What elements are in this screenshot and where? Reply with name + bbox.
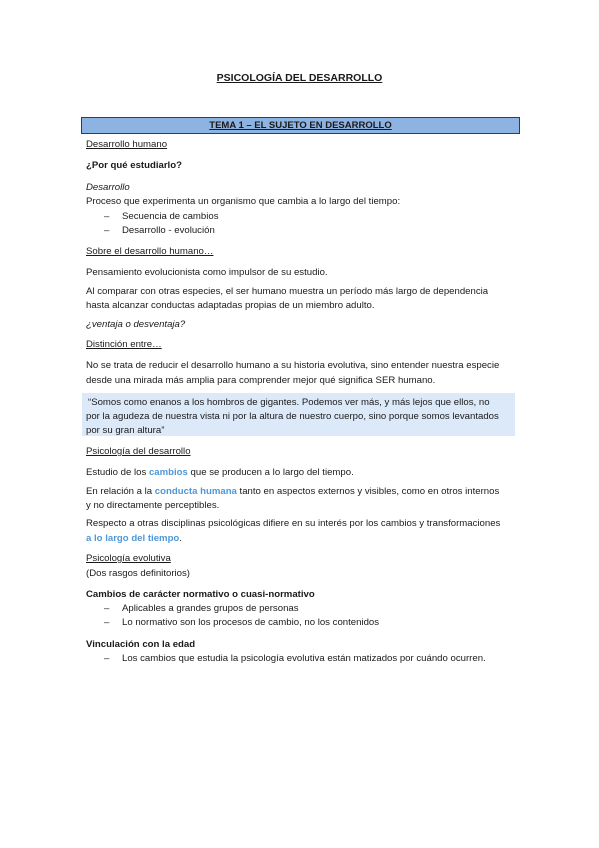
paragraph-line: y no directamente perceptibles. xyxy=(86,500,220,511)
italic-question: ¿ventaja o desventaja? xyxy=(86,319,186,330)
dash-bullet: – xyxy=(104,653,110,664)
subheading-edad: Vinculación con la edad xyxy=(86,639,196,650)
dash-bullet: – xyxy=(104,211,110,222)
subheading-desarrollo: Desarrollo xyxy=(86,182,130,193)
list-item: – Secuencia de cambios xyxy=(104,211,219,222)
quote-line: por la agudeza de nuestra vista ni por la altura de nuestro cuerpo, sino porque somos levantados xyxy=(86,411,499,422)
heading-psicologia-evolutiva: Psicología evolutiva xyxy=(86,553,171,564)
tema-header: TEMA 1 – EL SUJETO EN DESARROLLO xyxy=(209,120,392,131)
list-item: – Los cambios que estudia la psicología evolutiva están matizados por cuándo ocurren. xyxy=(104,653,486,664)
list-item: – Lo normativo son los procesos de cambio, no los contenidos xyxy=(104,617,380,628)
paragraph: Estudio de los cambios que se producen a lo largo del tiempo. xyxy=(86,467,354,478)
highlight-conducta: conducta humana xyxy=(154,486,237,497)
paragraph: Pensamiento evolucionista como impulsor de su estudio. xyxy=(86,267,328,278)
paragraph-line: hasta alcanzar conductas adaptadas propias de un miembro adulto. xyxy=(86,300,375,311)
heading-distincion: Distinción entre… xyxy=(86,339,162,350)
highlight-cambios: cambios xyxy=(148,467,188,478)
paragraph-line: a lo largo del tiempo. xyxy=(86,533,182,544)
document-title: PSICOLOGÍA DEL DESARROLLO xyxy=(216,72,383,84)
dash-bullet: – xyxy=(104,225,110,236)
paragraph-line: desde una mirada más amplia para comprender mejor qué significa SER humano. xyxy=(86,375,436,386)
quote-line: “Somos como enanos a los hombros de gigantes. Podemos ver más, y más lejos que ellos, no xyxy=(88,397,490,408)
heading-desarrollo-humano: Desarrollo humano xyxy=(86,139,168,150)
quote-line: por su gran altura” xyxy=(86,425,165,436)
heading-sobre-desarrollo: Sobre el desarrollo humano… xyxy=(86,246,214,257)
note-text: (Dos rasgos definitorios) xyxy=(86,568,190,579)
question-por-que: ¿Por qué estudiarlo? xyxy=(86,160,182,171)
paragraph-line: En relación a la conducta humana tanto en aspectos externos y visibles, como en otros internos xyxy=(86,486,500,497)
paragraph-line: No se trata de reducir el desarrollo humano a su historia evolutiva, sino entender nuestra especie xyxy=(86,360,500,371)
heading-psicologia-desarrollo: Psicología del desarrollo xyxy=(86,446,191,457)
paragraph-line: Al comparar con otras especies, el ser humano muestra un período más largo de dependencia xyxy=(86,286,489,297)
subheading-normativo: Cambios de carácter normativo o cuasi-normativo xyxy=(86,589,315,600)
highlight-tiempo: a lo largo del tiempo xyxy=(86,533,180,544)
list-item: – Desarrollo - evolución xyxy=(104,225,215,236)
tema-header-box xyxy=(81,117,520,134)
definition-text: Proceso que experimenta un organismo que cambia a lo largo del tiempo: xyxy=(86,196,401,207)
dash-bullet: – xyxy=(104,603,110,614)
paragraph-line: Respecto a otras disciplinas psicológicas difiere en su interés por los cambios y transformaciones xyxy=(86,518,501,529)
list-item: – Aplicables a grandes grupos de personas xyxy=(104,603,299,614)
dash-bullet: – xyxy=(104,617,110,628)
